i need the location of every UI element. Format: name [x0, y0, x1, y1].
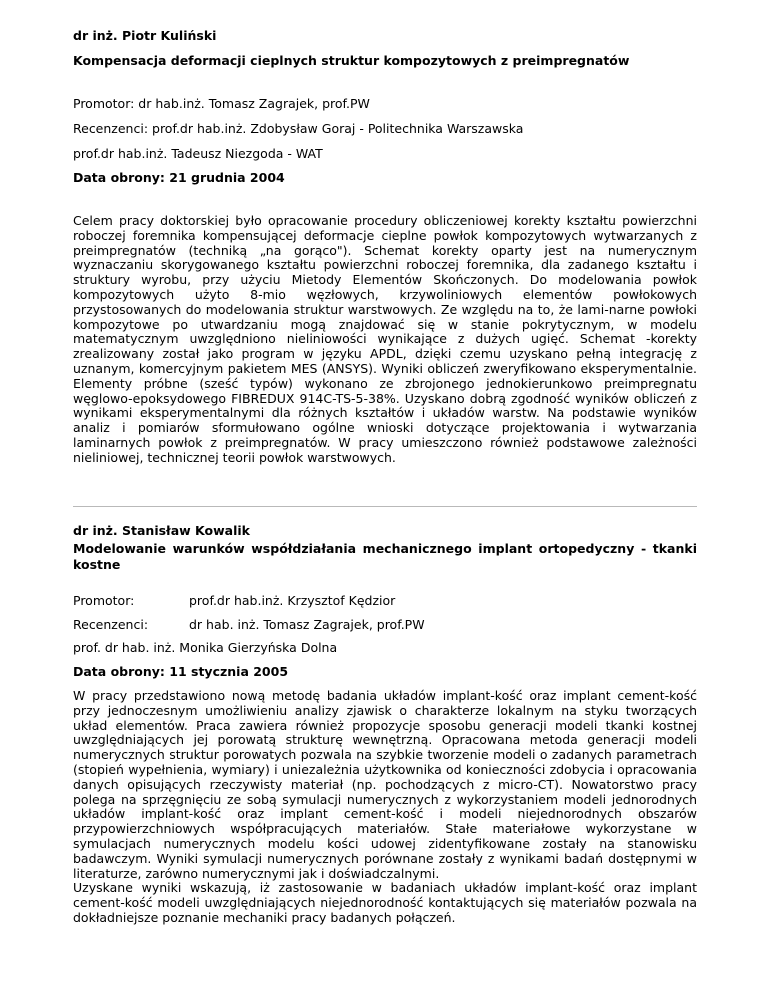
defense-date: Data obrony: 11 stycznia 2005 — [73, 664, 289, 679]
reviewers-label: Recenzenci: — [73, 617, 149, 632]
reviewer-line: prof. dr hab. inż. Monika Gierzyńska Dolna — [73, 640, 338, 655]
section-divider — [73, 506, 697, 507]
author-name: dr inż. Stanisław Kowalik — [73, 523, 250, 538]
abstract-paragraph: W pracy przedstawiono nową metodę badania układów implant-kość oraz implant cement-kość przy jednoczesnym umożliwieniu analizy zjawisk o charakterze lokalnym na styku tworzących układ elementów. Praca zawiera również propozycje sposobu generacji modeli tkanki kostnej uwzględniających jej porowatą strukturę wewnętrzną. Opracowana metoda generacji modeli numerycznych struktur porowatych pozwala na szybkie tworzenie modeli o zadanych parametrach (stopień wypełnienia, wymiary) i uniezależnia użytkownika od konieczności zdobycia i opracowania danych opisujących rzeczywisty materiał (np. pochodzących z micro-CT). Nowatorstwo pracy polega na sprzęgnięciu ze sobą symulacji numerycznych z wykorzystaniem modeli jednorodnych układów implant-kość oraz implant cement-kość i modeli niejednorodnych obszarów przypowierzchniowych współpracujących materiałów. Stałe materiałowe wykorzystane w symulacjach numerycznych modelu kości udowej zidentyfikowane zostały na stanowisku badawczym. Wyniki symulacji numerycznych porównane zostały z wynikami badań dostępnymi w literaturze, zarówno numerycznymi jak i doświadczalnymi. — [73, 688, 697, 881]
promotor-value: prof.dr hab.inż. Krzysztof Kędzior — [189, 593, 396, 608]
abstract-paragraph: Uzyskane wyniki wskazują, iż zastosowanie w badaniach układów implant-kość oraz implant cement-kość modeli uwzględniających niejednorodność kontaktujących się materiałów pozwala na dokładniejsze poznanie mechaniki pracy badanych połączeń. — [73, 880, 697, 925]
reviewers-line: Recenzenci: prof.dr hab.inż. Zdobysław Goraj - Politechnika Warszawska — [73, 121, 524, 136]
abstract-paragraph: Celem pracy doktorskiej było opracowanie procedury obliczeniowej korekty kształtu powierzchni roboczej foremnika kompensującej deformacje cieplne powłok kompozytowych wytwarzanych z preimpregnatów (techniką „na gorąco"). Schemat korekty oparty jest na numerycznym wyznaczaniu skorygowanego kształtu powierzchni roboczej foremnika, dla zadanego kształtu i struktury wyrobu, przy użyciu Mietody Elementów Skończonych. Do modelowania powłok kompozytowych użyto 8-mio węzłowych, krzywoliniowych elementów powłokowych przystosowanych do modelowania struktur warstwowych. Ze względu na to, że lami-narne powłoki kompozytowe po utwardzaniu mogą znajdować się w stanie pokrytycznym, w modelu matematycznym uwzględniono nieliniowości wynikające z dużych ugięć. Schemat -korekty zrealizowany został jako program w języku APDL, dzięki czemu uzyskano pełną integrację z uznanym, komercyjnym pakietem MES (ANSYS). Wyniki obliczeń zweryfikowano eksperymentalnie. Elementy próbne (sześć typów) wykonano ze zbrojonego jednokierunkowo preimpregnatu węglowo-epoksydowego FIBREDUX 914C-TS-5-38%. Uzyskano dobrą zgodność wyników obliczeń z wynikami eksperymentalnymi dla różnych kształtów i układów warstw. Na podstawie wyników analiz i pomiarów sformułowano ogólne wnioski dotyczące projektowania i wytwarzania laminarnych powłok z preimpregnatów. W pracy umieszczono również podstawowe zależności nieliniowej, technicznej teorii powłok warstwowych. — [73, 213, 697, 465]
reviewers-value: dr hab. inż. Tomasz Zagrajek, prof.PW — [189, 617, 425, 632]
promotor-label: Promotor: — [73, 593, 135, 608]
thesis-title: Modelowanie warunków współdziałania mechanicznego implant ortopedyczny - tkanki kostne — [73, 541, 697, 572]
defense-date: Data obrony: 21 grudnia 2004 — [73, 170, 285, 185]
thesis-title: Kompensacja deformacji cieplnych struktur kompozytowych z preimpregnatów — [73, 53, 630, 68]
promotor-line: Promotor: dr hab.inż. Tomasz Zagrajek, prof.PW — [73, 96, 370, 111]
reviewer-line: prof.dr hab.inż. Tadeusz Niezgoda - WAT — [73, 146, 323, 161]
author-name: dr inż. Piotr Kuliński — [73, 28, 217, 43]
